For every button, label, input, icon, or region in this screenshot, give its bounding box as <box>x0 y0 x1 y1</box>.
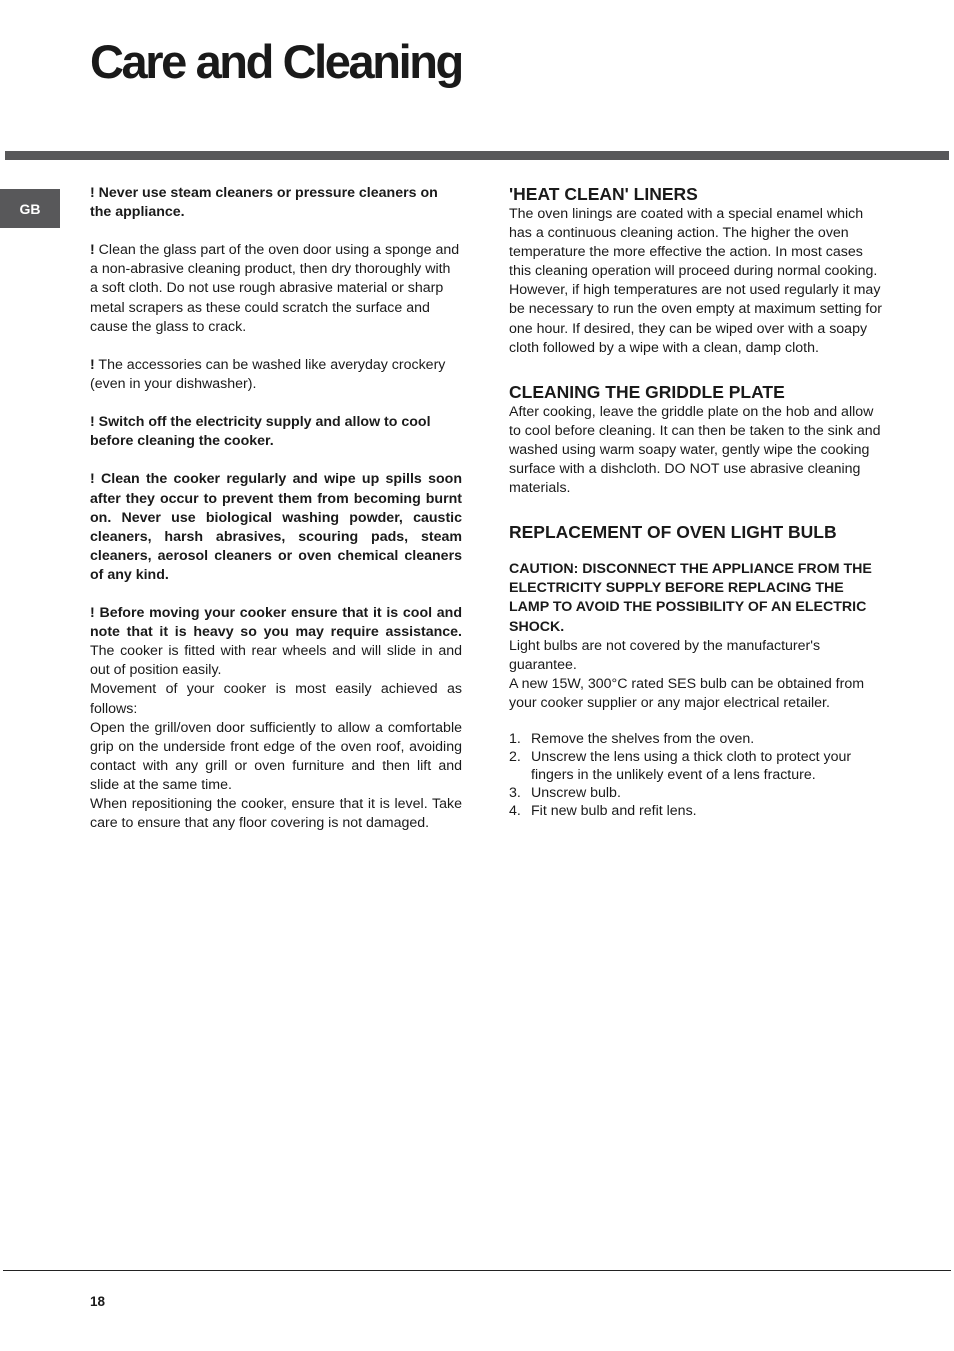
list-item <box>509 784 882 802</box>
moving-cooker-warning: ! Before moving your cooker ensure that it is cool and note that it is heavy so you may require assistance. <box>90 605 462 641</box>
warning-mark: ! <box>90 356 95 373</box>
step-text: Unscrew bulb. <box>531 784 621 801</box>
bulb-steps-list <box>509 730 882 820</box>
accessories-note <box>90 356 462 394</box>
list-item <box>509 802 882 820</box>
bulb-spec-note: A new 15W, 300°C rated SES bulb can be obtained from your cooker supplier or any major electrical retailer. <box>509 675 865 711</box>
list-item <box>509 748 882 784</box>
bulb-caution: CAUTION: DISCONNECT THE APPLIANCE FROM THE ELECTRICITY SUPPLY BEFORE REPLACING THE LAMP TO AVOID THE POSSIBILITY OF AN ELECTRIC SHOCK. <box>509 561 872 635</box>
right-column <box>509 184 882 820</box>
moving-cooker-section <box>90 604 462 833</box>
step-text: Fit new bulb and refit lens. <box>531 802 697 819</box>
language-tab: GB <box>0 189 60 228</box>
step-number: 2. <box>509 748 521 765</box>
step-text: Remove the shelves from the oven. <box>531 730 755 747</box>
warning-steam-cleaners: ! Never use steam cleaners or pressure cleaners on the appliance. <box>90 185 438 221</box>
bulb-heading: REPLACEMENT OF OVEN LIGHT BULB <box>509 522 837 543</box>
accessories-text: The accessories can be washed like averyday crockery (even in your dishwasher). <box>90 356 446 392</box>
step-number: 1. <box>509 730 521 747</box>
glass-cleaning-note <box>90 241 462 336</box>
moving-cooker-grip: Open the grill/oven door sufficiently to allow a comfortable grip on the underside front edge of the oven roof, avoiding contact with any grill or oven furniture and then lift and slide at the same time. <box>90 719 462 793</box>
moving-cooker-wheels-text: The cooker is fitted with rear wheels and will slide in and out of position easily. <box>90 643 462 679</box>
step-number: 3. <box>509 784 521 801</box>
glass-cleaning-text: Clean the glass part of the oven door using a sponge and a non-abrasive cleaning product, then dry thoroughly with a soft cloth. Do not use rough abrasive material or sharp metal scrapers as these could scratch the surface and cause the glass to crack. <box>90 242 460 335</box>
heat-clean-heading: 'HEAT CLEAN' LINERS <box>509 184 698 204</box>
warning-mark: ! <box>90 242 95 259</box>
page-title: Care and Cleaning <box>90 35 462 88</box>
griddle-text: After cooking, leave the griddle plate on the hob and allow to cool before cleaning. It can then be taken to the sink and washed using warm soapy water, gently wipe the cooking surface with a dishcloth. DO NOT use abrasive cleaning materials. <box>509 403 881 497</box>
heat-clean-p2: However, if high temperatures are not used regularly it may be necessary to run the oven empty at maximum setting for one hour. If desired, they can be wiped over with a soapy cloth followed by a wipe with a clean, damp cloth. <box>509 282 882 356</box>
step-number: 4. <box>509 802 521 819</box>
warning-clean-regularly: ! Clean the cooker regularly and wipe up spills soon after they occur to prevent them from becoming burnt on. Never use biological washing powder, caustic cleaners, harsh abrasives, scouring pads, steam cleaners, aerosol cleaners or oven chemical cleaners of any kind. <box>90 471 462 583</box>
page-number: 18 <box>90 1294 106 1309</box>
spacer <box>509 543 882 560</box>
list-item <box>509 730 882 748</box>
repositioning-note: When repositioning the cooker, ensure that it is level. Take care to ensure that any floor covering is not damaged. <box>90 796 462 832</box>
spacer <box>509 713 882 730</box>
header-divider-bar <box>5 151 949 160</box>
griddle-heading: CLEANING THE GRIDDLE PLATE <box>509 381 785 402</box>
warning-switch-off: ! Switch off the electricity supply and allow to cool before cleaning the cooker. <box>90 414 431 450</box>
footer-divider <box>3 1270 951 1271</box>
step-text: Unscrew the lens using a thick cloth to protect your fingers in the unlikely event of a lens fracture. <box>531 748 852 783</box>
moving-cooker-how: Movement of your cooker is most easily achieved as follows: <box>90 681 462 717</box>
left-column <box>90 184 462 833</box>
heat-clean-p1: The oven linings are coated with a special enamel which has a continuous cleaning action. The higher the oven temperature the more effective the action. In most cases this cleaning operation will proceed during normal cooking. <box>509 206 878 280</box>
bulb-guarantee-note: Light bulbs are not covered by the manufacturer's guarantee. <box>509 637 821 673</box>
